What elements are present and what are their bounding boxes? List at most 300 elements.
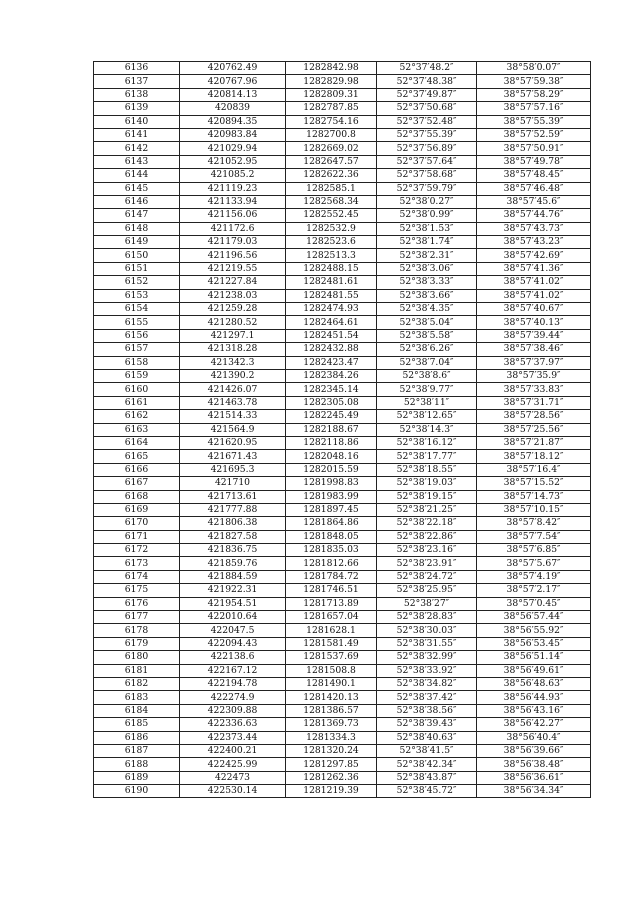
latitude-cell: 52°37′58.68″ <box>377 169 477 182</box>
point-number-cell: 6182 <box>94 677 180 690</box>
table-row <box>94 490 591 503</box>
table-row <box>94 450 591 463</box>
longitude-cell: 38°56′36.61″ <box>477 771 591 784</box>
latitude-cell: 52°38′1.74″ <box>377 236 477 249</box>
y-coordinate-cell: 1281508.8 <box>286 664 377 677</box>
point-number-cell: 6180 <box>94 651 180 664</box>
y-coordinate-cell: 1282568.34 <box>286 195 377 208</box>
longitude-cell: 38°57′10.15″ <box>477 503 591 516</box>
x-coordinate-cell: 421196.56 <box>180 249 286 262</box>
latitude-cell: 52°38′38.56″ <box>377 704 477 717</box>
table-row <box>94 530 591 543</box>
point-number-cell: 6164 <box>94 436 180 449</box>
table-row <box>94 396 591 409</box>
y-coordinate-cell: 1282345.14 <box>286 383 377 396</box>
point-number-cell: 6187 <box>94 744 180 757</box>
longitude-cell: 38°57′48.45″ <box>477 169 591 182</box>
point-number-cell: 6159 <box>94 369 180 382</box>
y-coordinate-cell: 1282809.31 <box>286 88 377 101</box>
x-coordinate-cell: 421227.84 <box>180 276 286 289</box>
longitude-cell: 38°57′8.42″ <box>477 517 591 530</box>
point-number-cell: 6136 <box>94 62 180 75</box>
latitude-cell: 52°37′49.87″ <box>377 88 477 101</box>
point-number-cell: 6179 <box>94 637 180 650</box>
point-number-cell: 6190 <box>94 785 180 798</box>
longitude-cell: 38°56′55.92″ <box>477 624 591 637</box>
x-coordinate-cell: 421426.07 <box>180 383 286 396</box>
y-coordinate-cell: 1282423.47 <box>286 356 377 369</box>
point-number-cell: 6149 <box>94 236 180 249</box>
longitude-cell: 38°57′0.45″ <box>477 597 591 610</box>
longitude-cell: 38°57′28.56″ <box>477 410 591 423</box>
y-coordinate-cell: 1281297.85 <box>286 758 377 771</box>
longitude-cell: 38°57′38.46″ <box>477 343 591 356</box>
y-coordinate-cell: 1282384.26 <box>286 369 377 382</box>
y-coordinate-cell: 1281784.72 <box>286 570 377 583</box>
x-coordinate-cell: 421514.33 <box>180 410 286 423</box>
y-coordinate-cell: 1281897.45 <box>286 503 377 516</box>
longitude-cell: 38°57′52.59″ <box>477 128 591 141</box>
latitude-cell: 52°38′42.34″ <box>377 758 477 771</box>
x-coordinate-cell: 422425.99 <box>180 758 286 771</box>
longitude-cell: 38°57′16.4″ <box>477 463 591 476</box>
point-number-cell: 6155 <box>94 316 180 329</box>
x-coordinate-cell: 422530.14 <box>180 785 286 798</box>
coordinates-table <box>93 61 591 798</box>
table-row <box>94 597 591 610</box>
point-number-cell: 6189 <box>94 771 180 784</box>
x-coordinate-cell: 421390.2 <box>180 369 286 382</box>
table-row <box>94 410 591 423</box>
table-row <box>94 624 591 637</box>
y-coordinate-cell: 1281320.24 <box>286 744 377 757</box>
y-coordinate-cell: 1282754.16 <box>286 115 377 128</box>
table-row <box>94 785 591 798</box>
y-coordinate-cell: 1282481.55 <box>286 289 377 302</box>
x-coordinate-cell: 422194.78 <box>180 677 286 690</box>
longitude-cell: 38°56′53.45″ <box>477 637 591 650</box>
x-coordinate-cell: 420839 <box>180 102 286 115</box>
x-coordinate-cell: 421318.28 <box>180 343 286 356</box>
table-row <box>94 664 591 677</box>
x-coordinate-cell: 421085.2 <box>180 169 286 182</box>
latitude-cell: 52°38′45.72″ <box>377 785 477 798</box>
y-coordinate-cell: 1282513.3 <box>286 249 377 262</box>
x-coordinate-cell: 421859.76 <box>180 557 286 570</box>
point-number-cell: 6162 <box>94 410 180 423</box>
latitude-cell: 52°38′23.91″ <box>377 557 477 570</box>
x-coordinate-cell: 421179.03 <box>180 236 286 249</box>
table-row <box>94 677 591 690</box>
point-number-cell: 6181 <box>94 664 180 677</box>
point-number-cell: 6156 <box>94 329 180 342</box>
point-number-cell: 6146 <box>94 195 180 208</box>
y-coordinate-cell: 1282488.15 <box>286 262 377 275</box>
table-row <box>94 637 591 650</box>
x-coordinate-cell: 421620.95 <box>180 436 286 449</box>
y-coordinate-cell: 1282552.45 <box>286 209 377 222</box>
point-number-cell: 6186 <box>94 731 180 744</box>
point-number-cell: 6188 <box>94 758 180 771</box>
latitude-cell: 52°38′19.03″ <box>377 477 477 490</box>
longitude-cell: 38°57′14.73″ <box>477 490 591 503</box>
longitude-cell: 38°57′41.36″ <box>477 262 591 275</box>
y-coordinate-cell: 1281537.69 <box>286 651 377 664</box>
y-coordinate-cell: 1282622.36 <box>286 169 377 182</box>
latitude-cell: 52°38′5.58″ <box>377 329 477 342</box>
point-number-cell: 6152 <box>94 276 180 289</box>
point-number-cell: 6139 <box>94 102 180 115</box>
y-coordinate-cell: 1281713.89 <box>286 597 377 610</box>
latitude-cell: 52°38′0.27″ <box>377 195 477 208</box>
longitude-cell: 38°57′18.12″ <box>477 450 591 463</box>
x-coordinate-cell: 421836.75 <box>180 544 286 557</box>
latitude-cell: 52°38′39.43″ <box>377 718 477 731</box>
latitude-cell: 52°38′8.6″ <box>377 369 477 382</box>
point-number-cell: 6165 <box>94 450 180 463</box>
table-row <box>94 209 591 222</box>
x-coordinate-cell: 422400.21 <box>180 744 286 757</box>
point-number-cell: 6184 <box>94 704 180 717</box>
x-coordinate-cell: 421884.59 <box>180 570 286 583</box>
table-row <box>94 236 591 249</box>
x-coordinate-cell: 421713.61 <box>180 490 286 503</box>
longitude-cell: 38°57′43.23″ <box>477 236 591 249</box>
y-coordinate-cell: 1281219.39 <box>286 785 377 798</box>
longitude-cell: 38°57′57.16″ <box>477 102 591 115</box>
latitude-cell: 52°38′24.72″ <box>377 570 477 583</box>
point-number-cell: 6140 <box>94 115 180 128</box>
x-coordinate-cell: 421133.94 <box>180 195 286 208</box>
table-row <box>94 316 591 329</box>
point-number-cell: 6161 <box>94 396 180 409</box>
x-coordinate-cell: 421219.55 <box>180 262 286 275</box>
y-coordinate-cell: 1281657.04 <box>286 611 377 624</box>
longitude-cell: 38°57′40.13″ <box>477 316 591 329</box>
point-number-cell: 6144 <box>94 169 180 182</box>
longitude-cell: 38°57′42.69″ <box>477 249 591 262</box>
longitude-cell: 38°56′39.66″ <box>477 744 591 757</box>
latitude-cell: 52°37′55.39″ <box>377 128 477 141</box>
latitude-cell: 52°38′4.35″ <box>377 303 477 316</box>
table-row <box>94 570 591 583</box>
table-row <box>94 169 591 182</box>
longitude-cell: 38°57′35.9″ <box>477 369 591 382</box>
latitude-cell: 52°38′19.15″ <box>377 490 477 503</box>
longitude-cell: 38°56′42.27″ <box>477 718 591 731</box>
point-number-cell: 6153 <box>94 289 180 302</box>
table-row <box>94 517 591 530</box>
y-coordinate-cell: 1281386.57 <box>286 704 377 717</box>
table-row <box>94 356 591 369</box>
table-row <box>94 651 591 664</box>
longitude-cell: 38°57′31.71″ <box>477 396 591 409</box>
point-number-cell: 6174 <box>94 570 180 583</box>
longitude-cell: 38°57′46.48″ <box>477 182 591 195</box>
y-coordinate-cell: 1281628.1 <box>286 624 377 637</box>
latitude-cell: 52°38′27″ <box>377 597 477 610</box>
longitude-cell: 38°57′7.54″ <box>477 530 591 543</box>
point-number-cell: 6178 <box>94 624 180 637</box>
latitude-cell: 52°38′41.5″ <box>377 744 477 757</box>
x-coordinate-cell: 421029.94 <box>180 142 286 155</box>
table-row <box>94 691 591 704</box>
longitude-cell: 38°57′33.83″ <box>477 383 591 396</box>
longitude-cell: 38°57′15.52″ <box>477 477 591 490</box>
y-coordinate-cell: 1281334.3 <box>286 731 377 744</box>
longitude-cell: 38°57′41.02″ <box>477 289 591 302</box>
latitude-cell: 52°38′32.99″ <box>377 651 477 664</box>
table-row <box>94 102 591 115</box>
point-number-cell: 6175 <box>94 584 180 597</box>
coordinates-table-body <box>94 62 591 798</box>
x-coordinate-cell: 422373.44 <box>180 731 286 744</box>
point-number-cell: 6172 <box>94 544 180 557</box>
latitude-cell: 52°38′30.03″ <box>377 624 477 637</box>
point-number-cell: 6143 <box>94 155 180 168</box>
longitude-cell: 38°57′6.85″ <box>477 544 591 557</box>
latitude-cell: 52°38′3.66″ <box>377 289 477 302</box>
longitude-cell: 38°56′34.34″ <box>477 785 591 798</box>
longitude-cell: 38°56′49.61″ <box>477 664 591 677</box>
x-coordinate-cell: 421695.3 <box>180 463 286 476</box>
longitude-cell: 38°57′59.38″ <box>477 75 591 88</box>
y-coordinate-cell: 1282188.67 <box>286 423 377 436</box>
table-row <box>94 758 591 771</box>
x-coordinate-cell: 422094.43 <box>180 637 286 650</box>
point-number-cell: 6141 <box>94 128 180 141</box>
table-row <box>94 249 591 262</box>
point-number-cell: 6185 <box>94 718 180 731</box>
latitude-cell: 52°38′9.77″ <box>377 383 477 396</box>
latitude-cell: 52°37′50.68″ <box>377 102 477 115</box>
x-coordinate-cell: 422309.88 <box>180 704 286 717</box>
y-coordinate-cell: 1282647.57 <box>286 155 377 168</box>
x-coordinate-cell: 421564.9 <box>180 423 286 436</box>
x-coordinate-cell: 422047.5 <box>180 624 286 637</box>
x-coordinate-cell: 420983.84 <box>180 128 286 141</box>
table-row <box>94 731 591 744</box>
latitude-cell: 52°38′31.55″ <box>377 637 477 650</box>
latitude-cell: 52°38′11″ <box>377 396 477 409</box>
point-number-cell: 6170 <box>94 517 180 530</box>
table-row <box>94 383 591 396</box>
table-row <box>94 62 591 75</box>
latitude-cell: 52°38′6.26″ <box>377 343 477 356</box>
point-number-cell: 6137 <box>94 75 180 88</box>
latitude-cell: 52°37′48.2″ <box>377 62 477 75</box>
y-coordinate-cell: 1282464.61 <box>286 316 377 329</box>
x-coordinate-cell: 421806.38 <box>180 517 286 530</box>
y-coordinate-cell: 1282523.6 <box>286 236 377 249</box>
longitude-cell: 38°56′48.63″ <box>477 677 591 690</box>
point-number-cell: 6169 <box>94 503 180 516</box>
longitude-cell: 38°57′2.17″ <box>477 584 591 597</box>
x-coordinate-cell: 421119.23 <box>180 182 286 195</box>
longitude-cell: 38°57′45.6″ <box>477 195 591 208</box>
x-coordinate-cell: 421156.06 <box>180 209 286 222</box>
y-coordinate-cell: 1282451.54 <box>286 329 377 342</box>
table-row <box>94 544 591 557</box>
latitude-cell: 52°38′17.77″ <box>377 450 477 463</box>
point-number-cell: 6167 <box>94 477 180 490</box>
y-coordinate-cell: 1281848.05 <box>286 530 377 543</box>
y-coordinate-cell: 1281998.83 <box>286 477 377 490</box>
x-coordinate-cell: 420894.35 <box>180 115 286 128</box>
y-coordinate-cell: 1282532.9 <box>286 222 377 235</box>
point-number-cell: 6163 <box>94 423 180 436</box>
latitude-cell: 52°38′16.12″ <box>377 436 477 449</box>
longitude-cell: 38°57′43.73″ <box>477 222 591 235</box>
latitude-cell: 52°38′34.82″ <box>377 677 477 690</box>
x-coordinate-cell: 421671.43 <box>180 450 286 463</box>
y-coordinate-cell: 1281812.66 <box>286 557 377 570</box>
latitude-cell: 52°38′43.87″ <box>377 771 477 784</box>
table-row <box>94 142 591 155</box>
latitude-cell: 52°38′28.83″ <box>377 611 477 624</box>
latitude-cell: 52°38′21.25″ <box>377 503 477 516</box>
y-coordinate-cell: 1281262.36 <box>286 771 377 784</box>
latitude-cell: 52°38′12.65″ <box>377 410 477 423</box>
longitude-cell: 38°56′38.48″ <box>477 758 591 771</box>
table-row <box>94 611 591 624</box>
longitude-cell: 38°58′0.07″ <box>477 62 591 75</box>
longitude-cell: 38°57′21.87″ <box>477 436 591 449</box>
point-number-cell: 6145 <box>94 182 180 195</box>
latitude-cell: 52°38′1.53″ <box>377 222 477 235</box>
x-coordinate-cell: 422138.6 <box>180 651 286 664</box>
latitude-cell: 52°38′18.55″ <box>377 463 477 476</box>
y-coordinate-cell: 1281746.51 <box>286 584 377 597</box>
latitude-cell: 52°38′37.42″ <box>377 691 477 704</box>
point-number-cell: 6147 <box>94 209 180 222</box>
x-coordinate-cell: 421297.1 <box>180 329 286 342</box>
y-coordinate-cell: 1281835.03 <box>286 544 377 557</box>
y-coordinate-cell: 1281864.86 <box>286 517 377 530</box>
table-row <box>94 195 591 208</box>
y-coordinate-cell: 1282787.85 <box>286 102 377 115</box>
table-row <box>94 128 591 141</box>
point-number-cell: 6168 <box>94 490 180 503</box>
y-coordinate-cell: 1282481.61 <box>286 276 377 289</box>
longitude-cell: 38°57′50.91″ <box>477 142 591 155</box>
point-number-cell: 6158 <box>94 356 180 369</box>
x-coordinate-cell: 420814.13 <box>180 88 286 101</box>
longitude-cell: 38°57′39.44″ <box>477 329 591 342</box>
y-coordinate-cell: 1282474.93 <box>286 303 377 316</box>
point-number-cell: 6150 <box>94 249 180 262</box>
table-row <box>94 463 591 476</box>
latitude-cell: 52°38′40.63″ <box>377 731 477 744</box>
table-row <box>94 744 591 757</box>
point-number-cell: 6171 <box>94 530 180 543</box>
y-coordinate-cell: 1282305.08 <box>286 396 377 409</box>
point-number-cell: 6157 <box>94 343 180 356</box>
y-coordinate-cell: 1282585.1 <box>286 182 377 195</box>
table-row <box>94 88 591 101</box>
latitude-cell: 52°37′56.89″ <box>377 142 477 155</box>
table-row <box>94 718 591 731</box>
x-coordinate-cell: 421777.88 <box>180 503 286 516</box>
x-coordinate-cell: 420762.49 <box>180 62 286 75</box>
longitude-cell: 38°57′4.19″ <box>477 570 591 583</box>
point-number-cell: 6177 <box>94 611 180 624</box>
latitude-cell: 52°37′52.48″ <box>377 115 477 128</box>
x-coordinate-cell: 421172.6 <box>180 222 286 235</box>
y-coordinate-cell: 1282048.16 <box>286 450 377 463</box>
x-coordinate-cell: 421954.51 <box>180 597 286 610</box>
table-row <box>94 436 591 449</box>
table-row <box>94 477 591 490</box>
longitude-cell: 38°56′40.4″ <box>477 731 591 744</box>
point-number-cell: 6138 <box>94 88 180 101</box>
table-row <box>94 423 591 436</box>
x-coordinate-cell: 422274.9 <box>180 691 286 704</box>
table-row <box>94 289 591 302</box>
longitude-cell: 38°56′43.16″ <box>477 704 591 717</box>
table-row <box>94 343 591 356</box>
table-row <box>94 303 591 316</box>
longitude-cell: 38°56′57.44″ <box>477 611 591 624</box>
latitude-cell: 52°38′7.04″ <box>377 356 477 369</box>
table-row <box>94 329 591 342</box>
latitude-cell: 52°38′2.31″ <box>377 249 477 262</box>
y-coordinate-cell: 1281581.49 <box>286 637 377 650</box>
y-coordinate-cell: 1281983.99 <box>286 490 377 503</box>
latitude-cell: 52°38′14.3″ <box>377 423 477 436</box>
y-coordinate-cell: 1282015.59 <box>286 463 377 476</box>
table-row <box>94 557 591 570</box>
latitude-cell: 52°38′25.95″ <box>377 584 477 597</box>
table-row <box>94 771 591 784</box>
latitude-cell: 52°38′23.16″ <box>377 544 477 557</box>
latitude-cell: 52°38′3.06″ <box>377 262 477 275</box>
x-coordinate-cell: 421710 <box>180 477 286 490</box>
y-coordinate-cell: 1281420.13 <box>286 691 377 704</box>
latitude-cell: 52°37′57.64″ <box>377 155 477 168</box>
longitude-cell: 38°57′49.78″ <box>477 155 591 168</box>
table-row <box>94 75 591 88</box>
longitude-cell: 38°56′44.93″ <box>477 691 591 704</box>
y-coordinate-cell: 1282432.88 <box>286 343 377 356</box>
x-coordinate-cell: 422336.63 <box>180 718 286 731</box>
x-coordinate-cell: 421342.3 <box>180 356 286 369</box>
point-number-cell: 6154 <box>94 303 180 316</box>
x-coordinate-cell: 421238.03 <box>180 289 286 302</box>
x-coordinate-cell: 422010.64 <box>180 611 286 624</box>
latitude-cell: 52°38′0.99″ <box>377 209 477 222</box>
longitude-cell: 38°56′51.14″ <box>477 651 591 664</box>
x-coordinate-cell: 422167.12 <box>180 664 286 677</box>
point-number-cell: 6176 <box>94 597 180 610</box>
table-row <box>94 155 591 168</box>
longitude-cell: 38°57′41.02″ <box>477 276 591 289</box>
latitude-cell: 52°38′22.86″ <box>377 530 477 543</box>
longitude-cell: 38°57′25.56″ <box>477 423 591 436</box>
y-coordinate-cell: 1282700.8 <box>286 128 377 141</box>
table-row <box>94 369 591 382</box>
latitude-cell: 52°38′5.04″ <box>377 316 477 329</box>
longitude-cell: 38°57′40.67″ <box>477 303 591 316</box>
table-row <box>94 262 591 275</box>
x-coordinate-cell: 421922.31 <box>180 584 286 597</box>
table-row <box>94 115 591 128</box>
longitude-cell: 38°57′55.39″ <box>477 115 591 128</box>
longitude-cell: 38°57′5.67″ <box>477 557 591 570</box>
x-coordinate-cell: 421052.95 <box>180 155 286 168</box>
table-row <box>94 182 591 195</box>
latitude-cell: 52°38′3.33″ <box>377 276 477 289</box>
